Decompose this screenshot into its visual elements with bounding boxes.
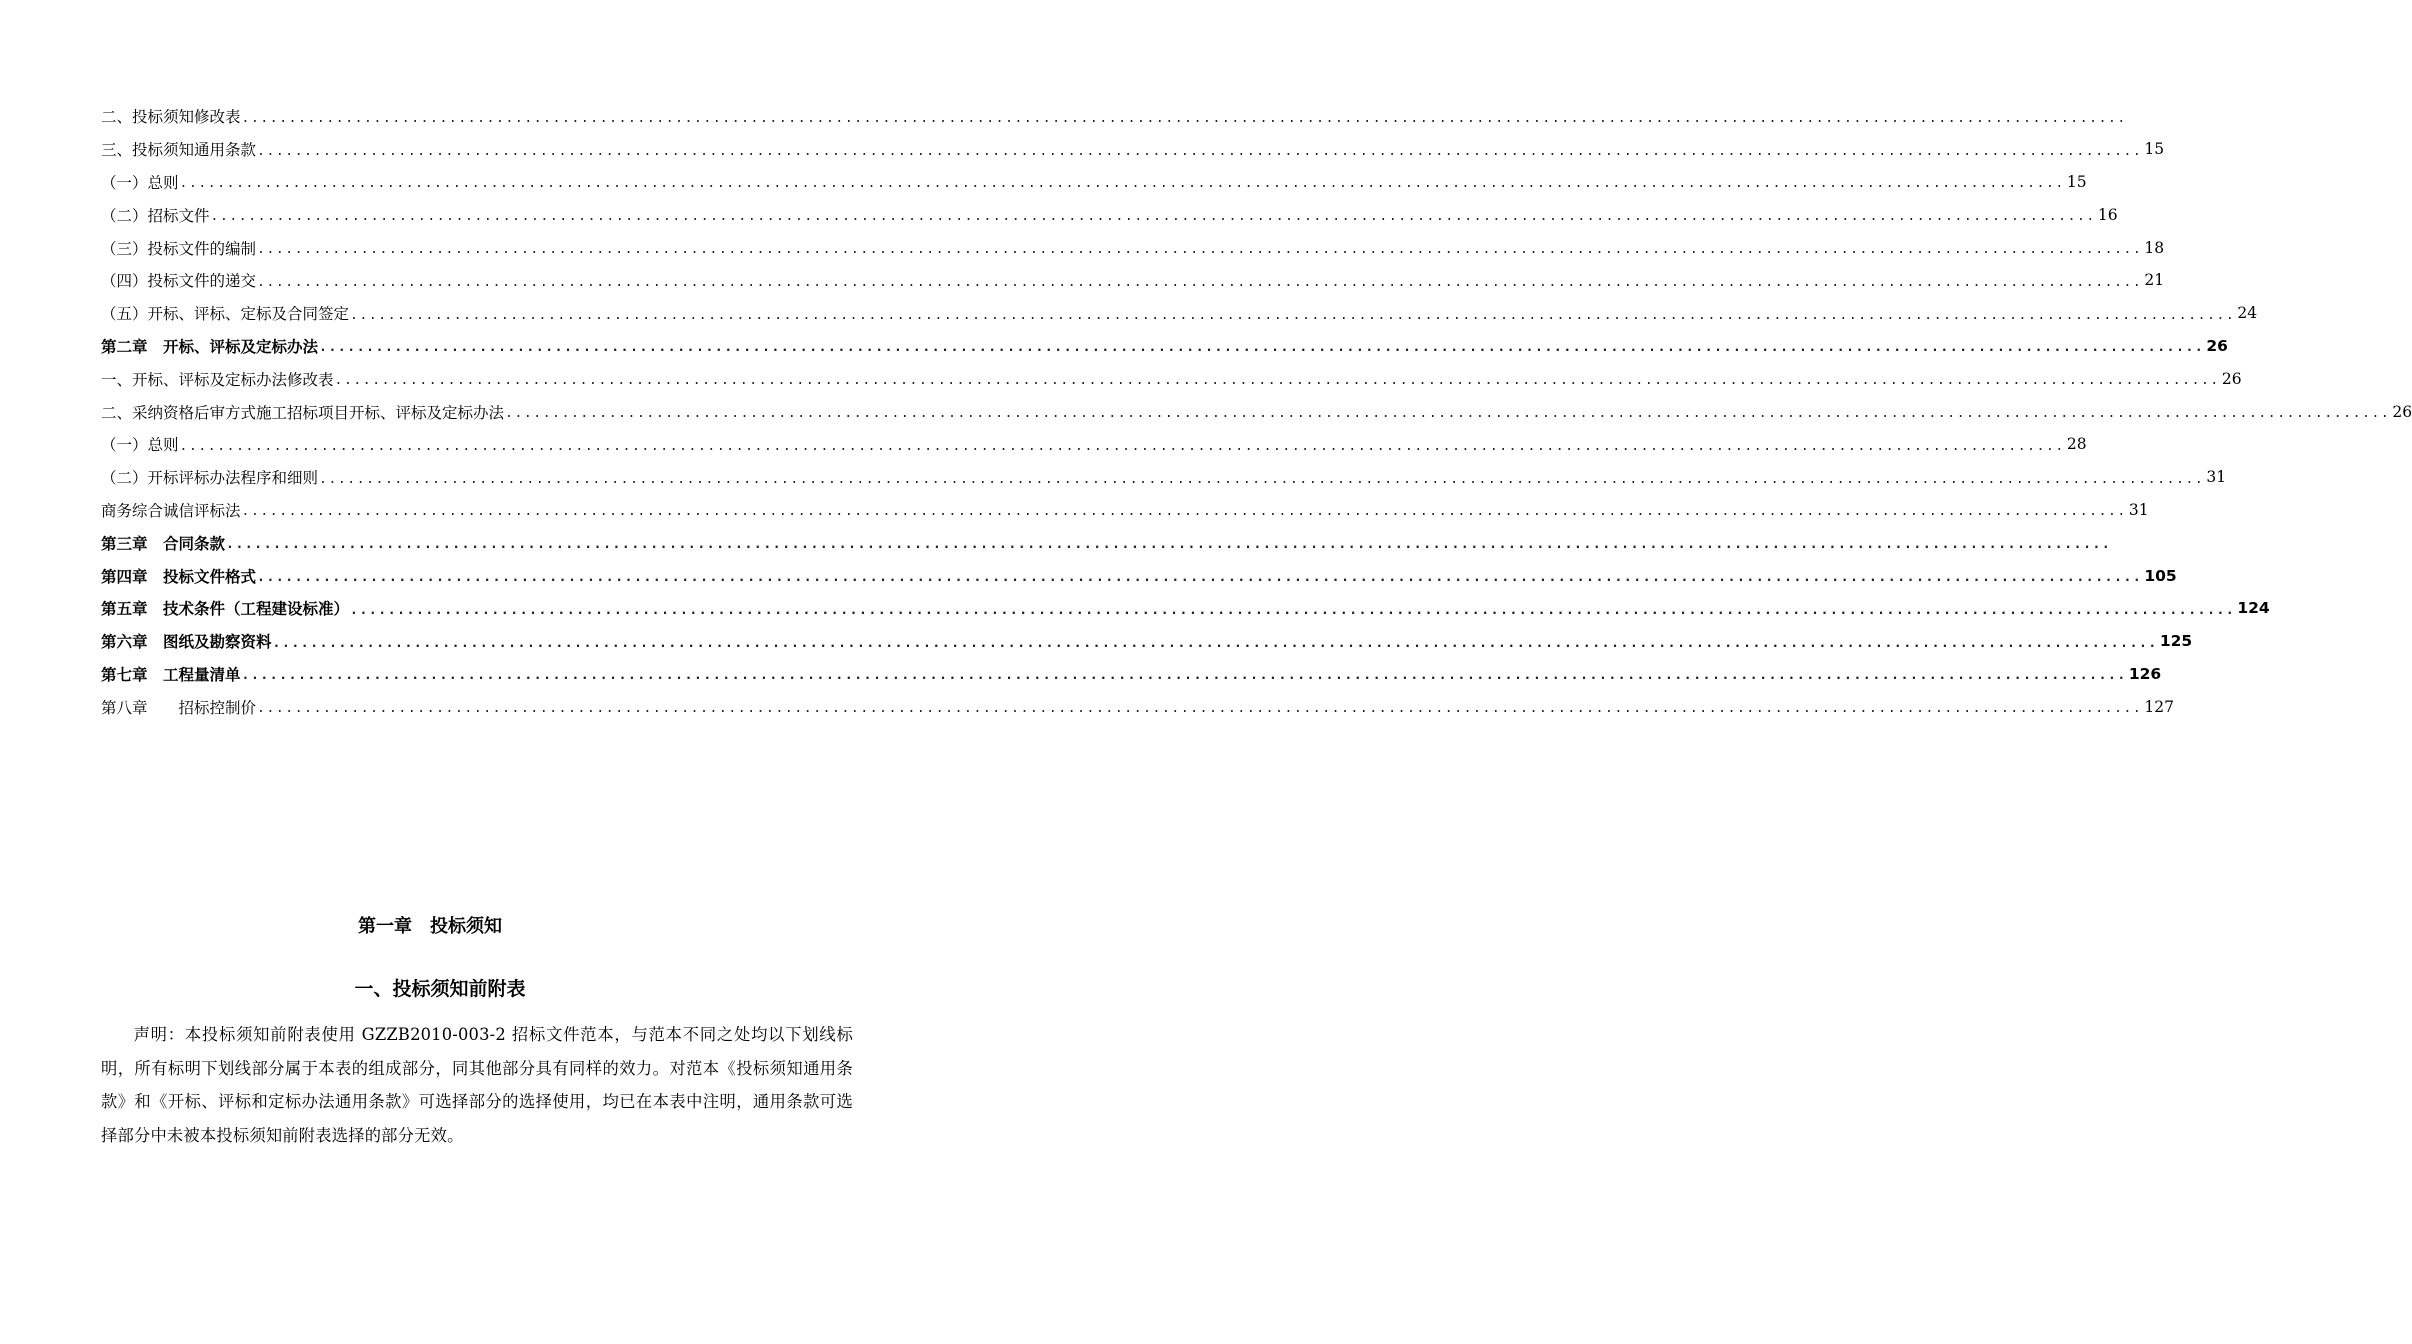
toc-entry-label: 第六章 图纸及勘察资料 — [101, 633, 272, 652]
toc-entry-label: （一）总则 — [101, 436, 179, 455]
toc-entry-label: 第三章 合同条款 — [101, 534, 226, 553]
toc-entry-page: 18 — [2144, 238, 2165, 257]
toc-entry[interactable] — [101, 264, 2165, 297]
toc-entry-page: 124 — [2237, 599, 2270, 618]
toc-leader-dots: ........................................................................................................................................................................................................ — [319, 471, 2205, 487]
toc-entry[interactable] — [101, 362, 2242, 395]
toc-entry-page: 15 — [2066, 172, 2087, 191]
toc-leader-dots: ........................................................................................................................................................................................................ — [257, 701, 2143, 717]
toc-entry-label: （二）招标文件 — [101, 206, 210, 225]
toc-entry-label: 商务综合诚信评标法 — [101, 501, 241, 520]
toc-entry-label: （一）总则 — [101, 173, 179, 192]
notice-paragraph: 声明：本投标须知前附表使用 GZZB2010-003-2 招标文件范本，与范本不同之处均以下划线标明，所有标明下划线部分属于本表的组成部分，同其他部分具有同样的效力。对范本《投标须知通用条款》和《开标、评标和定标办法通用条款》可选择部分的选择使用，均已在本表中注明，通用条款可选择部分中未被本投标须知前附表选择的部分无效。 — [101, 1025, 853, 1145]
toc-leader-dots: ........................................................................................................................................................................................................ — [505, 406, 2391, 422]
toc-entry-label: 第八章 招标控制价 — [101, 698, 257, 717]
toc-entry-label: （三）投标文件的编制 — [101, 239, 257, 258]
toc-entry-label: 第二章 开标、评标及定标办法 — [101, 337, 319, 356]
toc-entry[interactable] — [101, 559, 2177, 592]
toc-leader-dots: ........................................................................................................................................................................................................ — [241, 504, 2127, 520]
toc-entry[interactable] — [101, 100, 2127, 133]
toc-entry-page: 31 — [2206, 468, 2227, 487]
toc-entry-label: （五）开标、评标、定标及合同签定 — [101, 305, 350, 324]
toc-entry[interactable] — [101, 231, 2165, 264]
toc-entry-page: 31 — [2128, 500, 2149, 519]
toc-leader-dots: ........................................................................................................................................................................................................ — [350, 602, 2236, 618]
toc-entry-label: （四）投标文件的递交 — [101, 272, 257, 291]
toc-leader-dots: ........................................................................................................................................................................................................ — [257, 570, 2143, 586]
toc-entry-page: 24 — [2237, 304, 2258, 323]
chapter-title: 第一章 投标须知 — [358, 916, 502, 937]
toc-entry[interactable] — [101, 297, 2258, 330]
toc-entry[interactable] — [101, 395, 2412, 428]
toc-leader-dots: ........................................................................................................................................................................................................ — [257, 274, 2143, 290]
toc-leader-dots: ........................................................................................................................................................................................................ — [210, 209, 2096, 225]
toc-entry[interactable] — [101, 428, 2087, 461]
toc-entry-label: 二、投标须知修改表 — [101, 108, 241, 127]
toc-leader-dots: ........................................................................................................................................................................................................ — [257, 242, 2143, 258]
toc-entry-page: 15 — [2144, 140, 2165, 159]
toc-leader-dots: ........................................................................................................................................................................................................ — [350, 307, 2236, 323]
toc-entry-label: 一、开标、评标及定标办法修改表 — [101, 370, 334, 389]
toc-entry-label: 第四章 投标文件格式 — [101, 567, 257, 586]
toc-entry[interactable] — [101, 494, 2149, 527]
toc-entry-label: 第五章 技术条件（工程建设标准） — [101, 600, 350, 619]
toc-leader-dots: ........................................................................................................................................................................................................ — [241, 110, 2127, 126]
toc-entry[interactable] — [101, 526, 2112, 559]
toc-leader-dots: ........................................................................................................................................................................................................ — [319, 340, 2205, 356]
toc-entry-page: 105 — [2144, 566, 2177, 585]
toc-leader-dots: ........................................................................................................................................................................................................ — [226, 537, 2112, 553]
toc-entry-page: 126 — [2128, 664, 2162, 683]
toc-entry[interactable] — [101, 690, 2174, 723]
toc-leader-dots: ........................................................................................................................................................................................................ — [272, 635, 2158, 651]
toc-entry[interactable] — [101, 198, 2118, 231]
toc-entry-page: 16 — [2097, 205, 2118, 224]
toc-entry-page: 127 — [2144, 697, 2174, 716]
toc-entry-label: 三、投标须知通用条款 — [101, 141, 257, 160]
toc-entry-label: 二、采纳资格后审方式施工招标项目开标、评标及定标办法 — [101, 403, 505, 422]
table-of-contents — [101, 100, 2412, 723]
toc-leader-dots: ........................................................................................................................................................................................................ — [179, 438, 2065, 454]
toc-entry[interactable] — [101, 166, 2087, 199]
toc-entry-page: 26 — [2392, 402, 2412, 421]
toc-leader-dots: ........................................................................................................................................................................................................ — [179, 176, 2065, 192]
toc-entry[interactable] — [101, 330, 2228, 363]
section-title: 一、投标须知前附表 — [354, 978, 526, 1000]
toc-entry[interactable] — [101, 658, 2162, 691]
toc-entry[interactable] — [101, 461, 2227, 494]
toc-entry-page: 21 — [2144, 271, 2165, 290]
toc-entry-label: 第七章 工程量清单 — [101, 665, 241, 684]
toc-entry-page: 28 — [2066, 435, 2087, 454]
toc-entry[interactable] — [101, 625, 2193, 658]
toc-leader-dots: ........................................................................................................................................................................................................ — [257, 143, 2143, 159]
toc-entry-page: 125 — [2159, 632, 2193, 651]
toc-leader-dots: ........................................................................................................................................................................................................ — [241, 668, 2127, 684]
toc-entry[interactable] — [101, 133, 2165, 166]
toc-entry-page: 26 — [2221, 369, 2242, 388]
toc-entry-label: （二）开标评标办法程序和细则 — [101, 469, 319, 488]
toc-entry-page: 26 — [2206, 336, 2228, 355]
toc-leader-dots: ........................................................................................................................................................................................................ — [334, 373, 2220, 389]
toc-entry[interactable] — [101, 592, 2270, 625]
